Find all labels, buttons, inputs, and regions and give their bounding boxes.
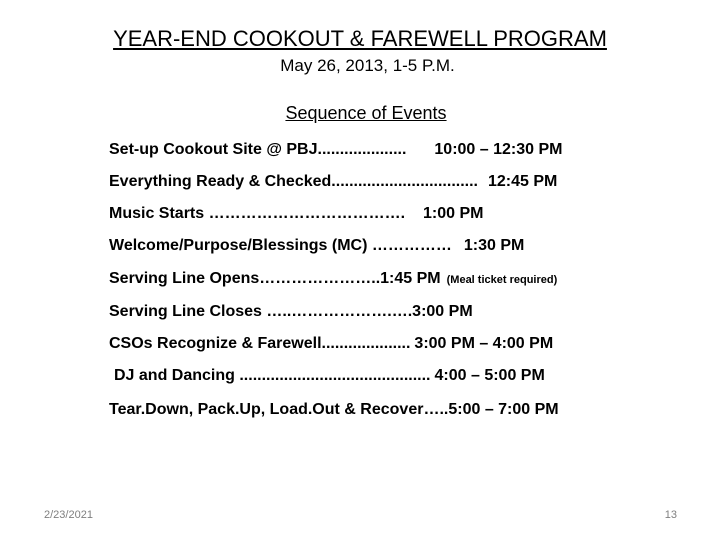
page-number: 13 xyxy=(664,509,677,521)
event-row xyxy=(109,401,559,419)
event-label: DJ and Dancing ........................................... xyxy=(114,367,431,384)
event-row xyxy=(109,173,557,191)
event-note: (Meal ticket required) xyxy=(446,274,558,286)
event-row xyxy=(109,237,524,255)
section-heading: Sequence of Events xyxy=(285,103,447,123)
page-title: YEAR-END COOKOUT & FAREWELL PROGRAM xyxy=(113,26,607,51)
event-time: 3:00 PM xyxy=(412,303,473,320)
event-label: CSOs Recognize & Farewell.................... xyxy=(109,335,411,352)
event-label: Serving Line Closes …..……………….…. xyxy=(109,303,413,320)
event-time: 1:30 PM xyxy=(463,237,525,254)
event-time: 5:00 – 7:00 PM xyxy=(448,401,559,418)
event-time: 3:00 PM – 4:00 PM xyxy=(414,335,554,352)
event-row xyxy=(109,335,553,353)
event-time: 10:00 – 12:30 PM xyxy=(434,141,563,158)
event-label: Tear.Down, Pack.Up, Load.Out & Recover….. xyxy=(109,401,449,418)
event-time: 12:45 PM xyxy=(488,173,558,190)
event-row xyxy=(109,270,557,288)
event-label: Everything Ready & Checked................................. xyxy=(109,173,478,190)
event-time: 1:45 PM xyxy=(380,270,441,287)
event-row xyxy=(109,205,484,223)
event-row xyxy=(109,303,473,321)
event-label: Welcome/Purpose/Blessings (MC) …………… xyxy=(109,237,452,254)
event-row xyxy=(114,367,545,385)
footer-date: 2/23/2021 xyxy=(44,509,93,521)
event-label: Set-up Cookout Site @ PBJ.................... xyxy=(109,141,407,158)
event-time: 4:00 – 5:00 PM xyxy=(434,367,545,384)
event-time: 1:00 PM xyxy=(423,205,484,222)
event-label: Serving Line Opens………………….. xyxy=(109,270,381,287)
event-row xyxy=(109,141,562,159)
event-label: Music Starts ………………………………. xyxy=(109,205,406,222)
event-date: May 26, 2013, 1-5 P.M. xyxy=(280,56,455,75)
